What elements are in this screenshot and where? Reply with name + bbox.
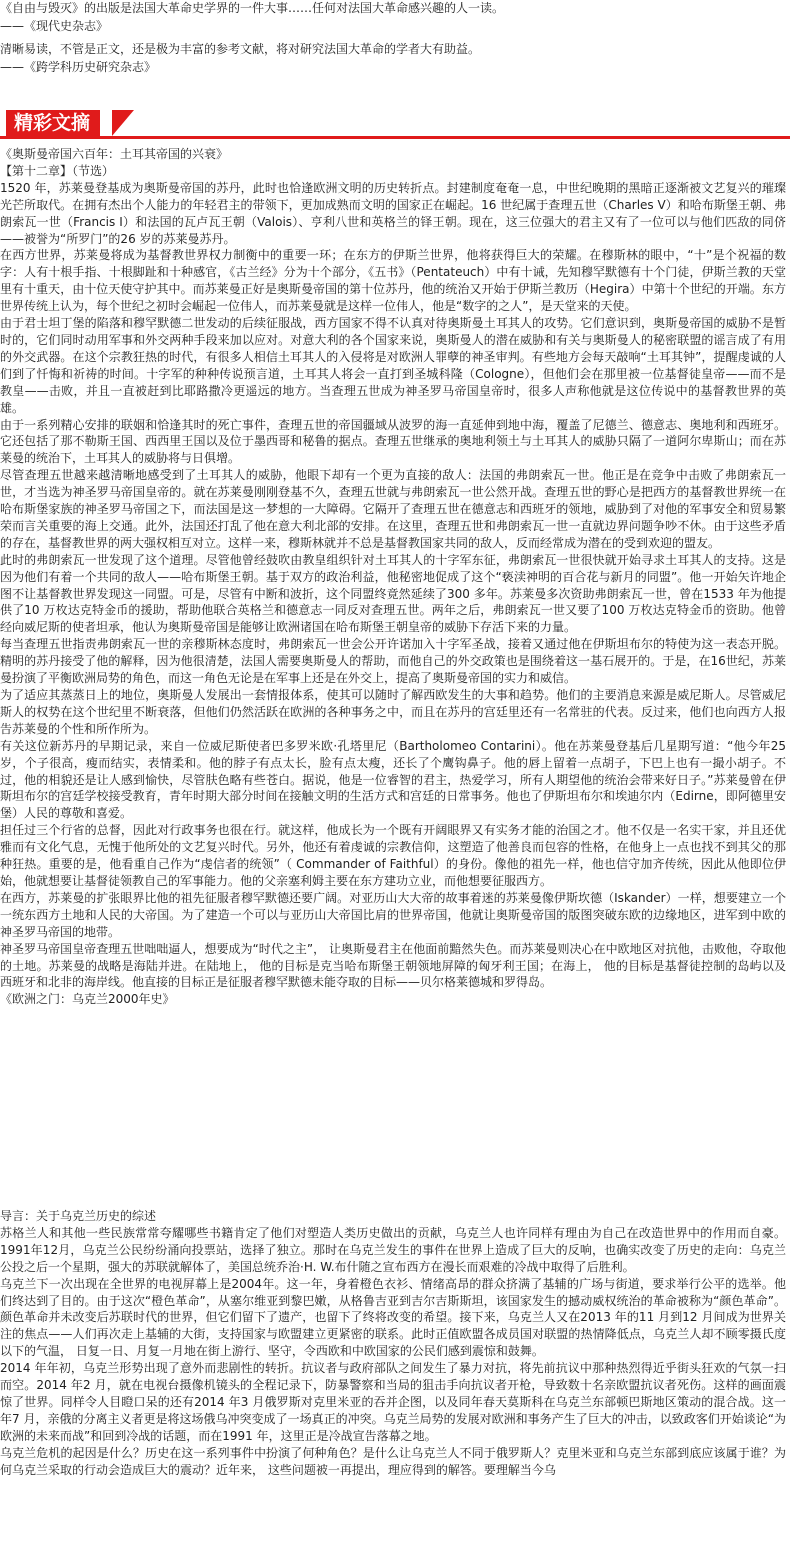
section-banner-tail [112,110,134,136]
excerpt-paragraph: 尽管查理五世越来越清晰地感受到了土耳其人的威胁，他眼下却有一个更为直接的敌人：法国的弗朗索瓦一世。他正是在竞争中击败了弗朗索瓦一世，才当选为神圣罗马帝国皇帝的。就在苏莱曼刚刚登基不久，查理五世就与弗朗索瓦一世公然开战。查理五世的野心是把西方的基督教世界统一在哈布斯堡家族的神圣罗马帝国之下，而法国是这一梦想的一大障碍。它隔开了查理五世在德意志和西班牙的领地，威胁到了对他的军事安全和贸易繁荣而言关重要的海上交通。此外，法国还打乱了他在意大利北部的安排。在这里，查理五世和弗朗索瓦一世一直就边界问题争吵不休。由于这些矛盾的存在，基督教世界的两大强权相互对立。这样一来，穆斯林就并不总是基督教国家共同的敌人，反而经常成为潜在的受到欢迎的盟友。 [0,468,786,550]
section-banner-rule [0,136,790,139]
second-excerpt-body [0,1208,786,1479]
excerpt-paragraph: 苏格兰人和其他一些民族常常夸耀哪些书籍肯定了他们对塑造人类历史做出的贡献，乌克兰人也许同样有理由为自己在改造世界中的作用而自豪。1991年12月，乌克兰公民纷纷涌向投票站，选择了独立。那时在乌克兰发生的事件在世界上造成了巨大的反响，也确实改变了历史的走向：乌克兰公投之后一个星期，强大的苏联就解体了，美国总统乔治·H. W.布什随之宣布西方在漫长而艰难的冷战中取得了后胜利。 [0,1225,786,1274]
excerpt-paragraph: 神圣罗马帝国皇帝查理五世咄咄逼人，想要成为“时代之主”， 让奥斯曼君主在他面前黯然失色。而苏莱曼则决心在中欧地区对抗他，击败他，夺取他的土地。苏莱曼的战略是海陆并进。在陆地上， 他的目标是克当哈布斯堡王朝领地屏障的匈牙利王国；在海上， 他的目标是基督徒控制的岛屿以及西班牙和北非的海岸线。他直接的目标正是征服者穆罕默德未能夺取的目标——贝尔格莱德城和罗得岛。 [0,941,786,990]
review-source: ——《跨学科历史研究杂志》 [0,59,157,74]
excerpt-paragraph: 乌克兰危机的起因是什么？历史在这一系列事件中扮演了何种角色？是什么让乌克兰人不同于俄罗斯人？克里米亚和乌克兰东部到底应该属于谁？为何乌克兰采取的行动会造成巨大的震动？近年来， 这些问题被一再提出，理应得到的解答。要理解当今乌 [0,1445,786,1477]
review-source: ——《现代史杂志》 [0,18,109,33]
section-banner [0,108,790,140]
excerpt-paragraph: 由于君士坦丁堡的陷落和穆罕默德二世发动的后续征服战，西方国家不得不认真对待奥斯曼土耳其人的攻势。它们意识到，奥斯曼帝国的威胁不是暂时的，它们同时动用军事和外交两种手段来加以应对。对意大利的各个国家来说，奥斯曼人的潜在威胁和有关与奥斯曼人的秘密联盟的谣言成了有用的外交武器。在这个宗教狂热的时代，有很多人相信土耳其人的入侵将是对欧洲人罪孽的神圣审判。有些地方会每天敲响“土耳其钟”，提醒虔诚的人们到了忏悔和祈祷的时间。十字军的种种传说预言道，土耳其人将会一直打到圣城科隆（Cologne），但他们会在那里被一位基督徒皇帝——而不是教皇——击败，并且一直被赶到比耶路撒冷更遥远的地方。当查理五世成为神圣罗马帝国皇帝时，很多人声称他就是这位传说中的基督教世界的英雄。 [0,316,786,415]
section-banner-label: 精彩文摘 [6,110,100,136]
reviews-block [0,0,786,76]
excerpt-paragraph: 每当查理五世指责弗朗索瓦一世的亲穆斯林态度时，弗朗索瓦一世会公开许诺加入十字军圣战，接着又通过他在伊斯坦布尔的特使为这一表态开脱。精明的苏丹接受了他的解释，因为他很清楚，法国人需要奥斯曼人的帮助，而他自己的外交政策也是围绕着这一基石展开的。于是，在16世纪，苏莱曼扮演了平衡欧洲局势的角色，而这一角色无论是在军事上还是在外交上，提高了奥斯曼帝国的实力和威信。 [0,637,786,686]
excerpt-paragraph: 乌克兰下一次出现在全世界的电视屏幕上是2004年。这一年，身着橙色衣衫、情绪高昂的群众挤满了基辅的广场与街道，要求举行公平的选举。他们终达到了目的。由于这次“橙色革命”，从塞尔维亚到黎巴嫩，从格鲁吉亚到吉尔吉斯斯坦，该国家发生的撼动威权统治的革命被称为“颜色革命”。颜色革命并未改变后苏联时代的世界，但它们留下了遗产，也留下了终将改变的希望。接下来，乌克兰人又在2013 年的11 月到12 月间成为世界关注的焦点——人们再次走上基辅的大街，支持国家与欧盟建立更紧密的联系。此时正值欧盟各成员国对联盟的热情降低点，乌克兰人却不顾零摄氏度以下的气温， 日复一日、月复一月地在街上游行、坚守，令西欧和中欧国家的公民们感到震惊和鼓舞。 [0,1276,786,1359]
review-quote: 清晰易读，不管是正文，还是极为丰富的参考文献，将对研究法国大革命的学者大有助益。 [0,42,481,57]
excerpt-body [0,146,786,1008]
review-quote: 《自由与毁灭》的出版是法国大革命史学界的一件大事……任何对法国大革命感兴趣的人一读。 [0,1,505,15]
next-book-title: 《欧洲之门：乌克兰2000年史》 [0,992,175,1007]
excerpt-paragraph: 为了适应其蒸蒸日上的地位，奥斯曼人发展出一套情报体系，使其可以随时了解西欧发生的大事和趋势。他们的主要消息来源是威尼斯人。尽管威尼斯人的权势在这个世纪里不断衰落，但他们仍然活跃在欧洲的各种事务之中，而且在苏丹的宫廷里还有一名常驻的代表。反过来，他们也向西方人报告苏莱曼的个性和所作所为。 [0,688,786,736]
introduction-heading: 导言：关于乌克兰历史的综述 [0,1209,157,1223]
excerpt-paragraph: 在西方，苏莱曼的扩张眼界比他的祖先征服者穆罕默德还要广阔。对亚历山大大帝的故事着迷的苏莱曼像伊斯坎德（Iskander）一样，想要建立一个一统东西方土地和人民的大帝国。为了建造一个可以与亚历山大帝国比肩的世界帝国，他就让奥斯曼帝国的版图突破东欧的边缘地区，进军到中欧的神圣罗马帝国的地带。 [0,890,786,939]
excerpt-paragraph: 由于一系列精心安排的联姻和恰逢其时的死亡事件，查理五世的帝国疆域从波罗的海一直延伸到地中海，覆盖了尼德兰、德意志、奥地利和西班牙。它还包括了那不勒斯王国、西西里王国以及位于墨西哥和秘鲁的据点。查理五世继承的奥地利领土与土耳其人的威胁只隔了一道阿尔卑斯山；而在苏莱曼的统治下，土耳其人的威胁将与日俱增。 [0,417,786,466]
excerpt-paragraph: 担任过三个行省的总督，因此对行政事务也很在行。就这样，他成长为一个既有开阔眼界又有实务才能的治国之才。他不仅是一名实干家，并且还优雅而有文化气息，无愧于他所处的文艺复兴时代。另外，他还有着虔诚的宗教信仰，这塑造了他善良而包容的性格，在他身上一点也找不到其父的那种狂热。重要的是，他看重自己作为“虔信者的统领”（ Commander of Faithful）的身份。像他的祖先一样，他也信守加齐传统，因此从他即位伊始，他就想要让基督徒领教自己的军事能力。他的父亲塞利姆主要在东方建功立业，而他想要征服西方。 [0,823,786,888]
excerpt-paragraph: 此时的弗朗索瓦一世发现了这个道理。尽管他曾经鼓吹由教皇组织针对土耳其人的十字军东征，弗朗索瓦一世很快就开始寻求土耳其人的支持。这是因为他们有着一个共同的敌人——哈布斯堡王朝。基于双方的政治利益，他秘密地促成了这个“亵渎神明的百合花与新月的同盟”。他一开始矢许地企图不让基督教世界发现这一同盟。可是，尽管有中断和波折，这个同盟终竟然延续了300 多年。苏莱曼多次资助弗朗索瓦一世，曾在1533 年为他提供了10 万枚达克特金币的援助，帮助他联合英格兰和德意志一同反对查理五世。两年之后，弗朗索瓦一世又要了100 万枚达克特金币的资助。他曾经向威尼斯的使者坦承，他认为奥斯曼帝国是能够让欧洲诸国在哈布斯堡王朝皇帝的威胁下存活下来的力量。 [0,552,786,635]
excerpt-paragraph: 1520 年，苏莱曼登基成为奥斯曼帝国的苏丹，此时也恰逢欧洲文明的历史转折点。封建制度奄奄一息，中世纪晚期的黑暗正逐渐被文艺复兴的璀璨光芒所取代。在拥有杰出个人能力的年轻君主的带领下，更加成熟而文明的国家正在崛起。16 世纪属于查理五世（Charles V）和哈布斯堡王朝、弗朗索瓦一世（Francis I）和法国的瓦卢瓦王朝（Valois）、亨利八世和英格兰的铎王朝。现在，这三位强大的君主又有了一位可以与他们匹敌的同侪——被誉为“所罗门”的26 岁的苏莱曼苏丹。 [0,180,786,246]
excerpt-paragraph: 2014 年年初，乌克兰形势出现了意外而悲剧性的转折。抗议者与政府部队之间发生了暴力对抗，将先前抗议中那种热烈得近乎街头狂欢的气氛一扫而空。2014 年2 月，就在电视台摄像机镜头的全程记录下，防暴警察和当局的狙击手向抗议者开枪，导致数十名亲欧盟抗议者死伤。这样的画面震惊了世界。同样令人目瞪口呆的还有2014 年3 月俄罗斯对克里米亚的吞并企图，以及同年春天莫斯科在乌克兰东部顿巴斯地区策动的混合战。这一年7 月，亲俄的分离主义者更是将这场俄乌冲突变成了一场真正的冲突。乌克兰局势的发展对欧洲和事务产生了巨大的冲击，以致政客们开始谈论“为欧洲的未来而战”和回到冷战的话题，而在1991 年，这里正是冷战宣告落幕之地。 [0,1361,786,1443]
chapter-label: 【第十二章】（节选） [0,163,115,178]
book-title: 《奥斯曼帝国六百年：土耳其帝国的兴衰》 [0,147,229,161]
excerpt-paragraph: 有关这位新苏丹的早期记录，来自一位威尼斯使者巴多罗米欧·孔塔里尼（Bartholomeo Contarini）。他在苏莱曼登基后几星期写道：“他今年25岁，个子很高，瘦而结实，表情柔和。他的脖子有点太长，脸有点太瘦，还长了个鹰钩鼻子。他的唇上留着一点胡子，下巴上也有一撮小胡子。不过，他的相貌还是让人感到愉快，尽管肤色略有些苍白。据说，他是一位睿智的君主，热爱学习，所有人期望他的统治会带来好日子。”苏莱曼曾在伊斯坦布尔的宫廷学校接受教育，青年时期大部分时间在接触文明的生活方式和宫廷的日常事务。他也了伊斯坦布尔和埃迪尔内（Edirne，即阿德里安堡）人民的尊敬和喜爱。 [0,738,786,821]
excerpt-paragraph: 在西方世界，苏莱曼将成为基督教世界权力制衡中的重要一环；在东方的伊斯兰世界，他将获得巨大的荣耀。在穆斯林的眼中，“十”是个祝福的数字：人有十根手指、十根脚趾和十种感官，《古兰经》分为十个部分，《五书》（Pentateuch）中有十诫，先知穆罕默德有十个门徒，伊斯兰教的天堂里有十重天，由十位天使守护其中。而苏莱曼正好是奥斯曼帝国的第十位苏丹，他的统治又开始于伊斯兰教历（Hegira）中第十个世纪的开端。东方世界传统上认为，每个世纪之初时会崛起一位伟人，而苏莱曼就是这样一位伟人，他是“数字的之人”，是天堂来的天使。 [0,248,786,314]
